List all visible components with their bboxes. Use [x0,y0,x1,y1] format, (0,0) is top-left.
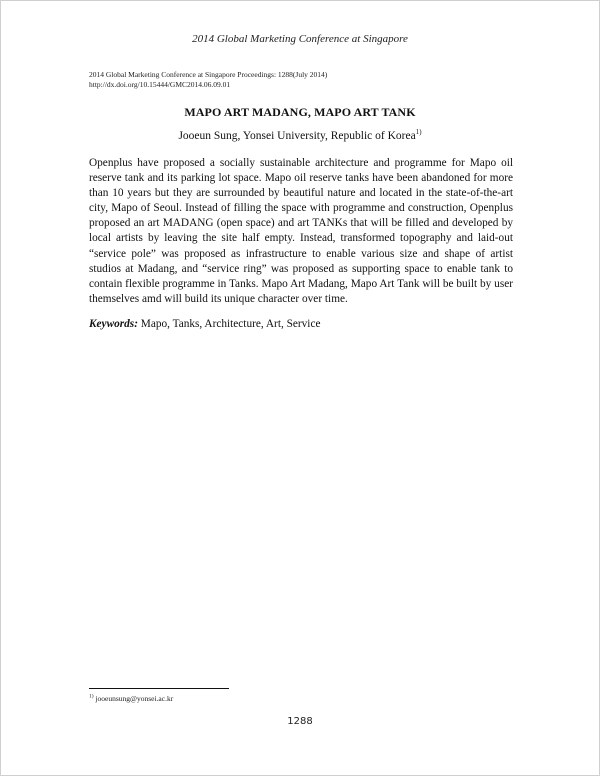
author-footnote-mark: 1) [415,128,422,137]
footnote-email: jooeunsung@yonsei.ac.kr [93,694,174,703]
footnote-mark: 1) [89,693,94,700]
author-line [0,130,600,142]
running-header: 2014 Global Marketing Conference at Singapore [192,33,408,45]
footnote [89,694,173,703]
abstract-paragraph: Openplus have proposed a socially sustainable architecture and programme for Mapo oil reserve tank and its parking lot space. Mapo oil reserve tanks have been abandoned for more than 10 years but they are surrounded by beautiful nature and located in the state-of-the-art city, Mapo of Seoul. Instead of filling the space with programme and construction, Openplus proposed an art MADANG (open space) and art TANKs that will be filled and developed by local artists by leaving the site half empty. Instead, transformed topography and laid-out “service pole” was proposed as infrastructure to enable various size and shape of artist studios at Madang, and “service ring” was proposed as supporting space to enable tank to contain flexible programme in Tanks. Mapo Art Madang, Mapo Art Tank will be built by user themselves amd will build its unique character over time. [89,157,513,305]
keywords-line [89,318,513,330]
keywords-list: Mapo, Tanks, Architecture, Art, Service [137,318,321,330]
footnote-divider [89,688,229,689]
proceedings-info [89,70,327,90]
keywords-label: Keywords: [89,318,138,330]
author-name: Jooeun Sung, Yonsei University, Republic of Korea [178,130,416,142]
paper-title: MAPO ART MADANG, MAPO ART TANK [184,105,416,119]
page-number: 1288 [287,716,313,727]
doi-link[interactable]: http://dx.doi.org/10.15444/GMC2014.06.09.01 [89,80,231,89]
proceedings-citation: 2014 Global Marketing Conference at Singapore Proceedings: 1288(July 2014) [89,70,328,79]
